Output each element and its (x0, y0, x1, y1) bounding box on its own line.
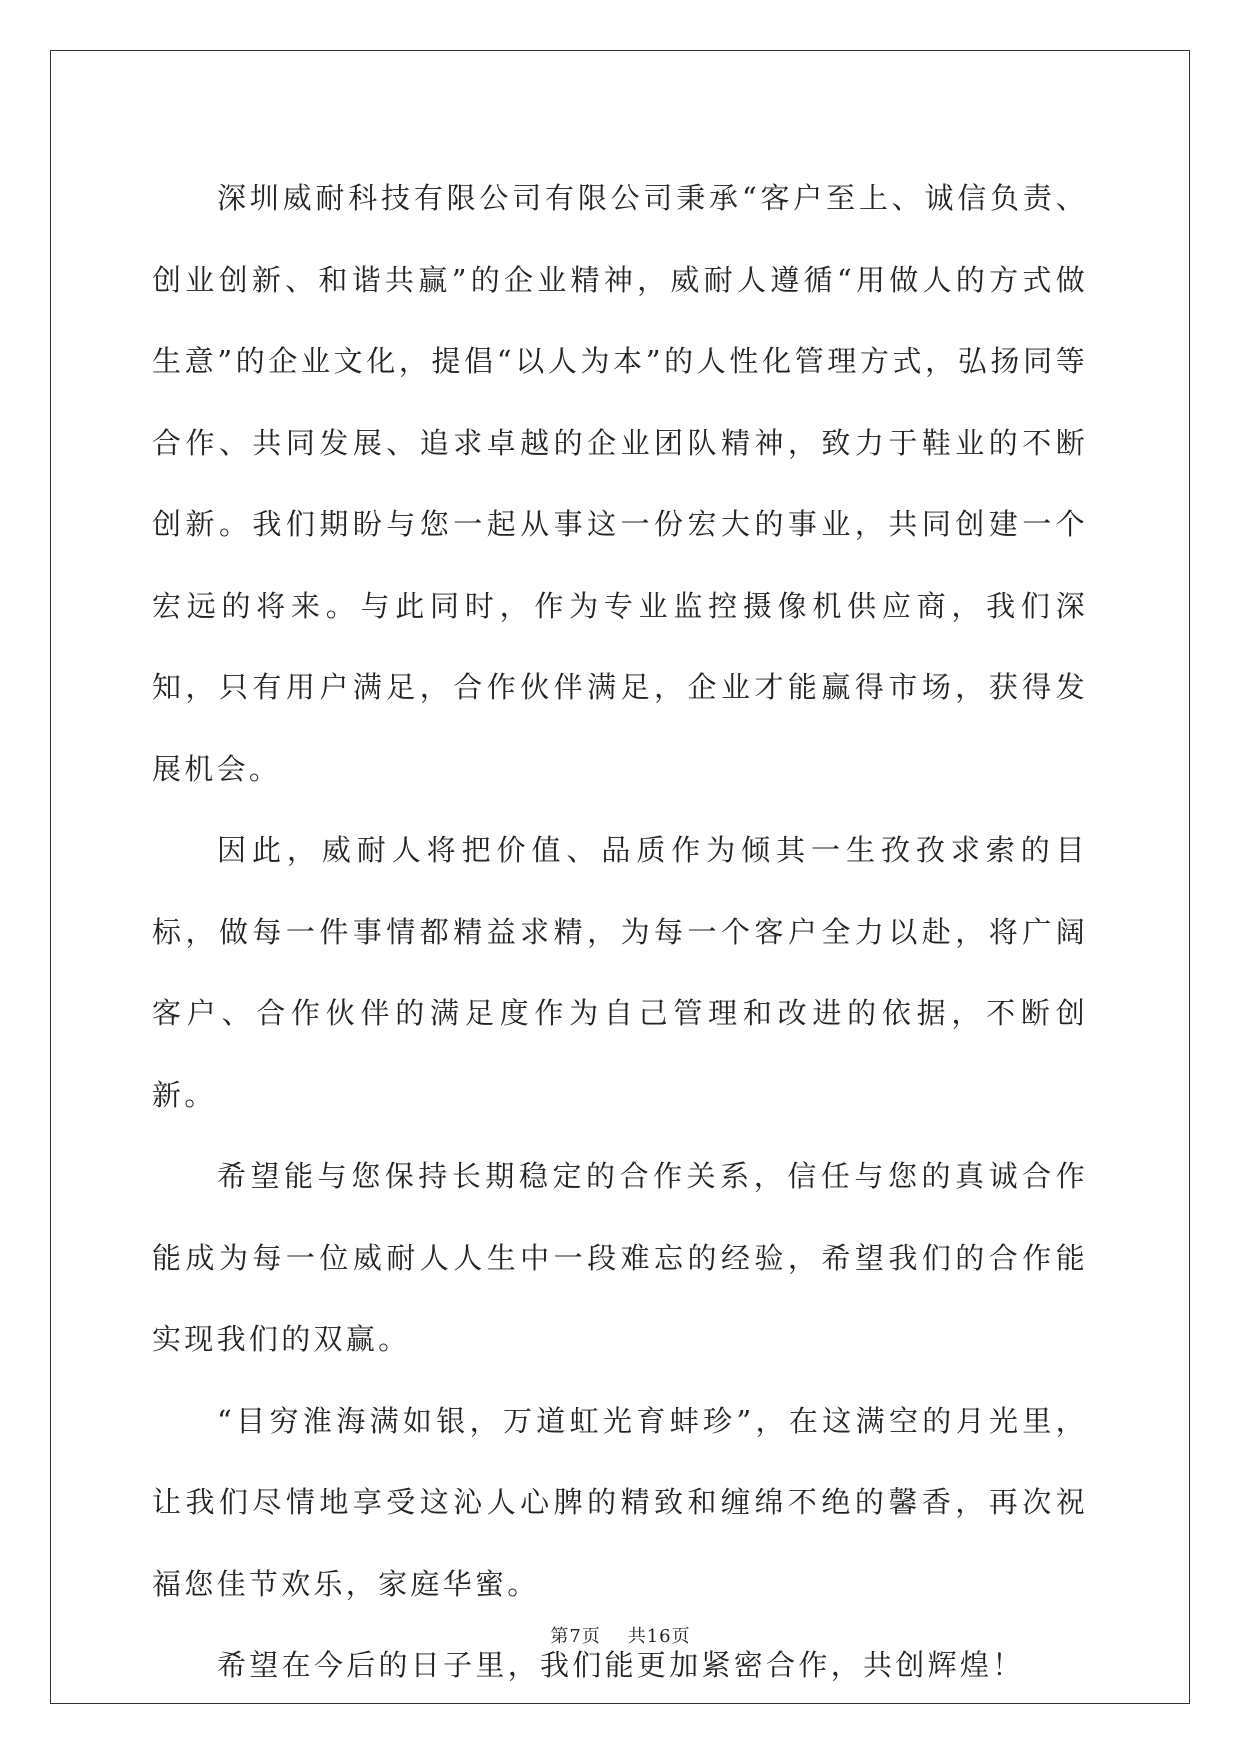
paragraph-closing: 希望在今后的日子里，我们能更加紧密合作，共创辉煌！ (217, 1648, 1025, 1682)
page-total: 共16页 (627, 1626, 691, 1647)
paragraph-cooperation-hope: 希望能与您保持长期稳定的合作关系，信任与您的真诚合作能成为每一位威耐人人生中一段难忘的经验，希望我们的合作能实现我们的双赢。 (152, 1159, 1088, 1356)
page-number: 第7页 (550, 1626, 601, 1647)
paragraph-quality-goal: 因此，威耐人将把价值、品质作为倾其一生孜孜求索的目标，做每一件事情都精益求精，为每一个客户全力以赴，将广阔客户、合作伙伴的满足度作为自己管理和改进的依据，不断创新。 (152, 833, 1088, 1112)
document-body (152, 158, 1088, 1707)
paragraph-company-intro: 深圳威耐科技有限公司有限公司秉承“客户至上、诚信负责、创业创新、和谐共赢”的企业精神，威耐人遵循“用做人的方式做生意”的企业文化，提倡“以人为本”的人性化管理方式，弘扬同等合作、共同发展、追求卓越的企业团队精神，致力于鞋业的不断创新。我们期盼与您一起从事这一份宏大的事业，共同创建一个宏远的将来。与此同时，作为专业监控摄像机供应商，我们深知，只有用户满足，合作伙伴满足，企业才能赢得市场，获得发展机会。 (152, 181, 1088, 786)
page-footer (0, 1622, 1241, 1648)
paragraph-festival-wishes: “目穷淮海满如银，万道虹光育蚌珍”，在这满空的月光里，让我们尽情地享受这沁人心脾的精致和缠绵不绝的馨香，再次祝福您佳节欢乐，家庭华蜜。 (152, 1403, 1088, 1601)
